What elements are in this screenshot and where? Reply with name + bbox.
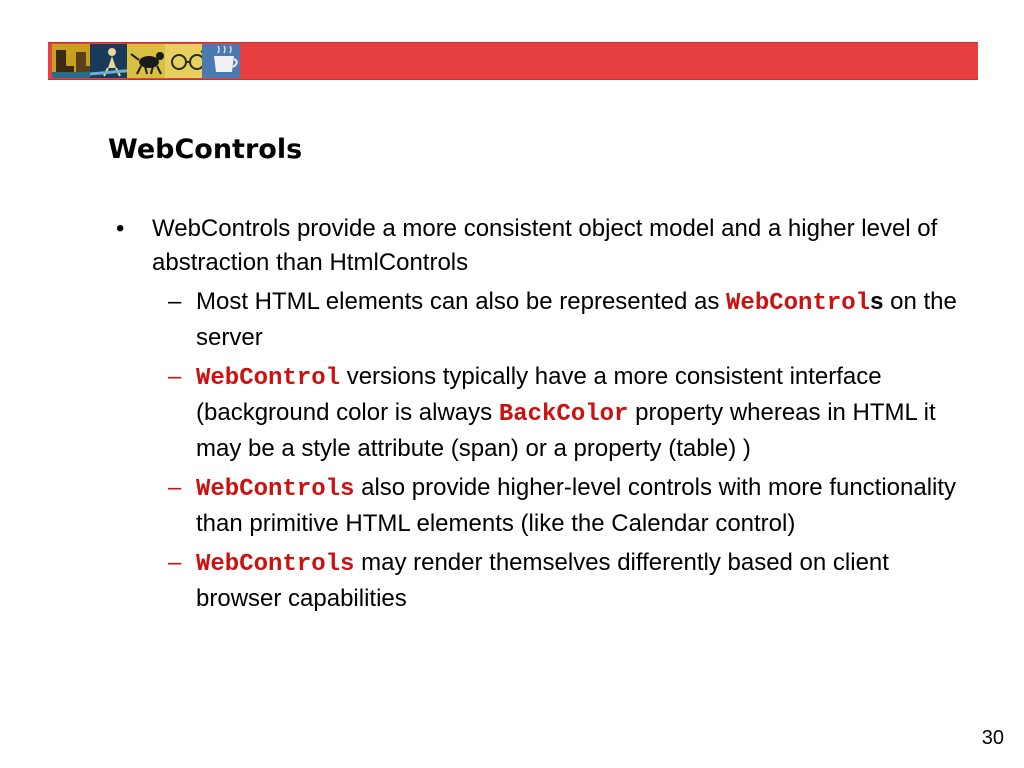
- slide-body: [110, 212, 970, 616]
- running-dog-icon: [127, 44, 165, 78]
- sub-item: [110, 471, 970, 541]
- bullet-marker: •: [116, 215, 125, 242]
- code-term: WebControl: [726, 290, 871, 317]
- dash-marker: –: [168, 288, 182, 315]
- dash-marker: –: [168, 549, 182, 576]
- spectacles-icon: [165, 44, 203, 78]
- code-term: WebControls: [196, 551, 355, 578]
- sub-item-text: versions typically have a more consistent interface (background color is always: [196, 363, 882, 426]
- slide-title: WebControls: [108, 134, 303, 165]
- sub-item-text: on the server: [196, 288, 957, 351]
- code-term: WebControl: [196, 365, 341, 392]
- main-bullet: [110, 212, 970, 280]
- sub-item: [110, 360, 970, 466]
- sub-item-text: may render themselves differently based on client browser capabilities: [196, 549, 889, 612]
- main-bullet-text: WebControls provide a more consistent object model and a higher level of abstraction than HtmlControls: [152, 215, 938, 276]
- boots-icon: [52, 44, 90, 78]
- code-term: BackColor: [498, 401, 629, 428]
- sub-item-text: also provide higher-level controls with more functionality than primitive HTML elements (like the Calendar control): [196, 474, 957, 537]
- sub-item: [110, 285, 970, 355]
- code-term-suffix: s: [870, 288, 884, 315]
- coffee-cup-icon: [202, 44, 240, 78]
- page-number: 30: [981, 727, 1004, 749]
- sub-item-text: Most HTML elements can also be represented as: [196, 288, 727, 315]
- wanderer-icon: [90, 44, 128, 78]
- sub-item: [110, 546, 970, 616]
- dash-marker: –: [168, 363, 182, 390]
- sub-item-text: property whereas in HTML it may be a style attribute (span) or a property (table) ): [196, 399, 936, 462]
- banner-image-strip: [52, 44, 240, 78]
- dash-marker: –: [168, 474, 182, 501]
- code-term: WebControls: [196, 476, 355, 503]
